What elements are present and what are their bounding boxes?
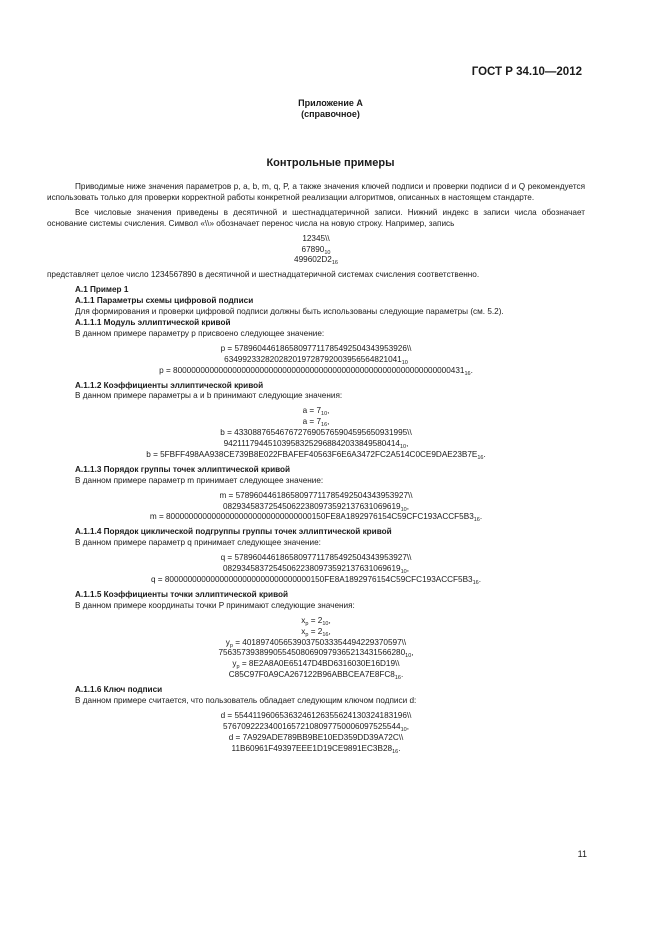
a115-value-4: $75635739389905545080690979365213431566280_{10}$, [218, 648, 414, 660]
a114-value-1: q = 57896044618658097711785492504343953927\\ [220, 553, 412, 563]
a115-value-6: $C85C97F0A9CA267122B96ABBCEA7E8FC8_{16}$. [228, 670, 404, 682]
a111-value-1: p = 57896044618658097711785492504343953926\\ [220, 343, 412, 353]
a112-value-3: b = 43308876546767276905765904595650931995\\ [220, 428, 412, 438]
a114-paragraph: В данном примере параметр q принимает следующее значение: [75, 538, 321, 548]
a116-value-4: $11B60961F49397EEE1D19CE9891EC3B28_{16}$. [231, 743, 401, 755]
heading-a11: А.1.1 Параметры схемы цифровой подписи [75, 296, 254, 306]
heading-a112: А.1.1.2 Коэффициенты эллиптической кривой [75, 380, 264, 390]
a112-value-4: $942111794451039583252968842033849580414_{10}$, [223, 439, 409, 451]
a113-value-3: $m = 80000000000000000000000000000000150FE8A1892976154C59CFC193ACCF5B3_{16}$. [149, 512, 483, 524]
example-line-3: $499602D2_{16}$ [294, 255, 338, 267]
a113-paragraph: В данном примере параметр m принимает следующее значение: [75, 475, 324, 485]
a112-value-2: $a = 7_{16}$, [302, 417, 330, 429]
standard-header: ГОСТ Р 34.10—2012 [471, 66, 582, 78]
a114-value-2: $082934583725450622380973592137631069619_{10}$, [223, 564, 409, 576]
intro-paragraph-2: Все числовые значения приведены в десятичной и шестнадцатеричной записи. Нижний индекс в записи числа обозначает основание системы счисления. Символ «\\» обозначает перенос числа на новую строку. Например, запись [47, 207, 585, 228]
a116-value-3: d = 7A929ADE789BB9BE10ED359DD39A72C\\ [228, 732, 404, 742]
a115-value-1: $x_p = 2_{10}$, [301, 615, 331, 627]
a116-value-1: d = 55441196065363246126355624130324183196\\ [220, 710, 412, 720]
heading-a116: А.1.1.6 Ключ подписи [75, 685, 163, 695]
example-line-1: 12345\\ [302, 233, 330, 243]
example-line-2: $67890_{10}$ [301, 244, 331, 256]
heading-a115: А.1.1.5 Коэффициенты точки эллиптической кривой [75, 589, 289, 599]
intro-paragraph-1: Приводимые ниже значения параметров p, a, b, m, q, P, а также значения ключей подписи и проверки подписи d и Q рекомендуется использовать только для проверки корректной работы конкретной реализации алгоритмов, описанных в настоящем стандарте. [47, 182, 585, 202]
heading-a1: А.1 Пример 1 [75, 285, 129, 295]
a111-value-2: $634992332820282019728792003956564821041_{10}$ [224, 354, 408, 366]
a111-paragraph: В данном примере параметру p присвоено следующее значение: [75, 328, 325, 338]
a116-value-2: $576709222340016572108097750006097525544_{10}$, [223, 721, 409, 733]
a116-paragraph: В данном примере считается, что пользователь обладает следующим ключом подписи d: [75, 696, 417, 706]
a111-value-3: $p = 8000000000000000000000000000000000000000000000000000000000000431_{16}$. [159, 365, 473, 377]
body-text [47, 182, 585, 755]
a114-value-3: $q = 80000000000000000000000000000000150FE8A1892976154C59CFC193ACCF5B3_{16}$. [150, 575, 482, 586]
a112-value-5: $b = 5FBFF498AA938CE739B8E022FBAFEF40563F6E6A3472FC2A514C0CE9DAE23B7E_{16}$. [146, 449, 486, 461]
appendix-title: Приложение А [298, 98, 363, 108]
a112-paragraph: В данном примере параметры a и b принимают следующие значения: [75, 391, 343, 401]
a115-value-2: $x_p = 2_{16}$, [301, 626, 331, 638]
a112-value-1: $a = 7_{10}$, [302, 406, 330, 418]
appendix-subtitle: (справочное) [301, 109, 360, 119]
heading-a113: А.1.1.3 Порядок группы точек эллиптической кривой [75, 464, 291, 474]
a113-value-1: m = 57896044618658097711785492504343953927\\ [219, 490, 413, 500]
a113-value-2: $082934583725450622380973592137631069619_{10}$, [223, 501, 409, 513]
heading-a111: А.1.1.1 Модуль эллиптической кривой [75, 317, 231, 327]
intro-paragraph-3: представляет целое число 1234567890 в десятичной и шестнадцатеричной системах счисления соответственно. [47, 270, 480, 280]
a115-paragraph: В данном примере координаты точки P принимают следующие значения: [75, 600, 355, 610]
heading-a114: А.1.1.4 Порядок циклической подгруппы группы точек эллиптической кривой [75, 527, 392, 537]
a11-paragraph: Для формирования и проверки цифровой подписи должны быть использованы следующие параметры (см. 5.2). [75, 307, 504, 317]
section-title: Контрольные примеры [266, 157, 395, 169]
a115-value-3: $y_p$ = 40189740565390375033354494229370597\\ [225, 637, 407, 649]
a115-value-5: $y_p$ = 8E2A8A0E65147D4BD6316030E16D19\\ [232, 659, 400, 671]
page-number: 11 [577, 849, 587, 859]
